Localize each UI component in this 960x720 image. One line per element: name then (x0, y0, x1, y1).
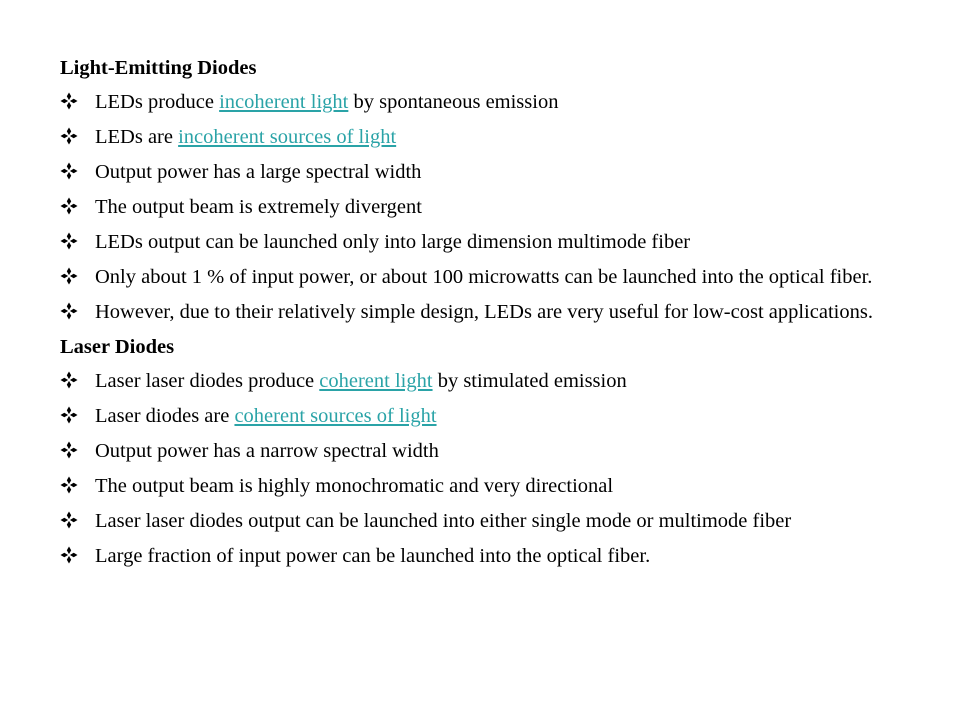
four-diamond-bullet-icon (60, 127, 78, 145)
four-diamond-bullet-icon (60, 546, 78, 564)
four-diamond-bullet-icon (60, 371, 78, 389)
four-diamond-bullet-icon (60, 441, 78, 459)
four-diamond-bullet-icon (60, 197, 78, 215)
item-text: Only about 1 % of input power, or about 100 microwatts can be launched into the optical fiber. (95, 266, 873, 288)
four-diamond-bullet-icon (60, 406, 78, 424)
four-diamond-bullet-icon (60, 162, 78, 180)
four-diamond-bullet-icon (60, 92, 78, 110)
list-item (60, 473, 955, 499)
item-text: The output beam is extremely divergent (95, 196, 422, 218)
item-text: However, due to their relatively simple design, LEDs are very useful for low-cost applications. (95, 301, 873, 323)
incoherent-sources-link[interactable]: incoherent sources of light (178, 126, 397, 148)
list-item (60, 264, 955, 290)
item-text: by stimulated emission (432, 370, 627, 392)
incoherent-light-link[interactable]: incoherent light (219, 91, 349, 113)
list-item (60, 89, 955, 115)
list-item (60, 299, 955, 325)
list-item (60, 159, 955, 185)
item-text: Laser laser diodes output can be launched into either single mode or multimode fiber (95, 510, 792, 532)
list-item (60, 124, 955, 150)
four-diamond-bullet-icon (60, 232, 78, 250)
list-item (60, 229, 955, 255)
list-item (60, 368, 955, 394)
list-item (60, 403, 955, 429)
section-heading-leds: Light-Emitting Diodes (60, 57, 257, 79)
four-diamond-bullet-icon (60, 511, 78, 529)
four-diamond-bullet-icon (60, 302, 78, 320)
item-text: Output power has a large spectral width (95, 161, 422, 183)
item-text: Large fraction of input power can be launched into the optical fiber. (95, 545, 651, 567)
item-text: Output power has a narrow spectral width (95, 440, 439, 462)
list-item (60, 543, 955, 569)
slide-content (60, 55, 955, 578)
list-item (60, 194, 955, 220)
item-text: The output beam is highly monochromatic and very directional (95, 475, 614, 497)
item-text: LEDs produce (95, 91, 220, 113)
item-text: Laser diodes are (95, 405, 235, 427)
four-diamond-bullet-icon (60, 476, 78, 494)
list-item (60, 508, 955, 534)
four-diamond-bullet-icon (60, 267, 78, 285)
item-text: LEDs output can be launched only into large dimension multimode fiber (95, 231, 691, 253)
item-text: LEDs are (95, 126, 179, 148)
item-text: by spontaneous emission (348, 91, 559, 113)
coherent-light-link[interactable]: coherent light (319, 370, 433, 392)
list-item (60, 438, 955, 464)
coherent-sources-link[interactable]: coherent sources of light (234, 405, 437, 427)
item-text: Laser laser diodes produce (95, 370, 320, 392)
section-heading-laser-diodes: Laser Diodes (60, 336, 175, 358)
